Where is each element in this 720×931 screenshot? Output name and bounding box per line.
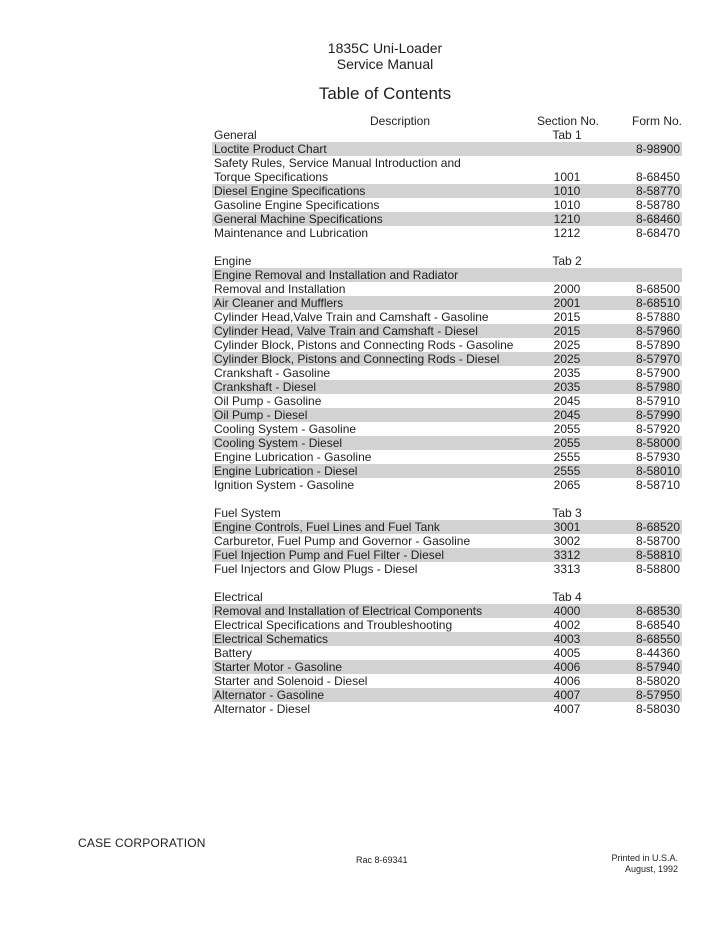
toc-row — [212, 282, 682, 296]
toc-description: Electrical Specifications and Troubleshooting — [214, 618, 453, 632]
toc-form-number: 8-68470 — [635, 226, 680, 240]
manual-type-title: Service Manual — [336, 56, 434, 72]
toc-description: Removal and Installation — [214, 282, 346, 296]
toc-section-number: 2065 — [553, 478, 581, 492]
toc-section-number: 2035 — [553, 366, 581, 380]
toc-row — [212, 702, 682, 716]
toc-form-number: 8-58010 — [635, 464, 680, 478]
toc-description: Cylinder Head, Valve Train and Camshaft - Diesel — [214, 324, 478, 338]
toc-row — [212, 156, 682, 170]
toc-section-number: 2055 — [553, 436, 581, 450]
toc-form-number: 8-58020 — [635, 674, 680, 688]
toc-description: Carburetor, Fuel Pump and Governor - Gasoline — [214, 534, 471, 548]
section-tab: Tab 3 — [552, 506, 582, 520]
toc-form-number: 8-44360 — [635, 646, 680, 660]
toc-description: Cylinder Block, Pistons and Connecting Rods - Gasoline — [214, 338, 514, 352]
printed-in: Printed in U.S.A. — [611, 853, 678, 863]
toc-row — [212, 394, 682, 408]
toc-row — [212, 310, 682, 324]
toc-form-number: 8-57940 — [635, 660, 680, 674]
toc-section-number: 2555 — [553, 464, 581, 478]
column-header-description: Description — [370, 114, 431, 128]
toc-row — [212, 534, 682, 548]
toc-form-number: 8-68530 — [635, 604, 680, 618]
section-header — [212, 128, 682, 142]
toc-section-number: 3313 — [553, 562, 581, 576]
toc-description: Engine Lubrication - Diesel — [214, 464, 358, 478]
toc-section-number: 2555 — [553, 450, 581, 464]
toc-form-number: 8-68520 — [635, 520, 680, 534]
toc-section-number: 4007 — [553, 702, 581, 716]
toc-form-number: 8-57930 — [635, 450, 680, 464]
toc-section-number: 4006 — [553, 660, 581, 674]
toc-section-number: 1010 — [553, 198, 581, 212]
toc-form-number: 8-98900 — [635, 142, 680, 156]
toc-row — [212, 604, 682, 618]
toc-description: Electrical Schematics — [214, 632, 329, 646]
toc-row — [212, 142, 682, 156]
toc-description: Air Cleaner and Mufflers — [214, 296, 344, 310]
section-tab: Tab 2 — [552, 254, 582, 268]
toc-form-number: 8-57890 — [635, 338, 680, 352]
toc-row — [212, 198, 682, 212]
section-tab: Tab 1 — [552, 128, 582, 142]
toc-row — [212, 366, 682, 380]
toc-section-number: 2055 — [553, 422, 581, 436]
toc-description: Diesel Engine Specifications — [214, 184, 366, 198]
page-title: Table of Contents — [318, 84, 452, 103]
toc-form-number: 8-57880 — [635, 310, 680, 324]
toc-section-number: 1212 — [553, 226, 581, 240]
toc-row — [212, 170, 682, 184]
toc-description: Ignition System - Gasoline — [214, 478, 355, 492]
section-name: General — [214, 128, 257, 142]
toc-row — [212, 436, 682, 450]
toc-description: Loctite Product Chart — [214, 142, 327, 156]
toc-form-number: 8-57990 — [635, 408, 680, 422]
toc-section-number: 1010 — [553, 184, 581, 198]
toc-row — [212, 674, 682, 688]
toc-section-number: 3001 — [553, 520, 581, 534]
toc-form-number: 8-68510 — [635, 296, 680, 310]
toc-section-number: 2000 — [553, 282, 581, 296]
toc-form-number: 8-57910 — [635, 394, 680, 408]
toc-row — [212, 646, 682, 660]
toc-form-number: 8-57920 — [635, 422, 680, 436]
toc-section-number: 2025 — [553, 338, 581, 352]
toc-description: Fuel Injectors and Glow Plugs - Diesel — [214, 562, 418, 576]
section-gap — [212, 492, 682, 506]
toc-section-number: 4006 — [553, 674, 581, 688]
toc-section-number: 2035 — [553, 380, 581, 394]
toc-form-number: 8-68450 — [635, 170, 680, 184]
toc-description: Crankshaft - Gasoline — [214, 366, 331, 380]
toc-form-number: 8-68540 — [635, 618, 680, 632]
toc-description: Cylinder Block, Pistons and Connecting Rods - Diesel — [214, 352, 500, 366]
toc-form-number: 8-58780 — [635, 198, 680, 212]
toc-section-number: 2025 — [553, 352, 581, 366]
section-header — [212, 590, 682, 604]
print-date: August, 1992 — [624, 864, 678, 874]
column-header-section: Section No. — [536, 114, 600, 128]
toc-description: Oil Pump - Gasoline — [214, 394, 322, 408]
toc-description: General Machine Specifications — [214, 212, 383, 226]
toc-row — [212, 632, 682, 646]
section-tab: Tab 4 — [552, 590, 582, 604]
toc-row — [212, 688, 682, 702]
toc-row — [212, 268, 682, 282]
toc-form-number: 8-58030 — [635, 702, 680, 716]
print-info — [600, 853, 678, 875]
section-header — [212, 506, 682, 520]
rac-number: Rac 8-69341 — [356, 855, 408, 865]
toc-row — [212, 408, 682, 422]
toc-description: Removal and Installation of Electrical Components — [214, 604, 483, 618]
toc-form-number: 8-58800 — [635, 562, 680, 576]
toc-row — [212, 422, 682, 436]
toc-form-number: 8-58000 — [635, 436, 680, 450]
toc-description: Cooling System - Diesel — [214, 436, 343, 450]
toc-section-number: 4002 — [553, 618, 581, 632]
toc-description: Fuel Injection Pump and Fuel Filter - Diesel — [214, 548, 445, 562]
section-name: Fuel System — [214, 506, 281, 520]
toc-row — [212, 352, 682, 366]
column-header-form: Form No. — [632, 114, 683, 128]
toc-form-number: 8-57970 — [635, 352, 680, 366]
toc-row — [212, 450, 682, 464]
toc-form-number: 8-68550 — [635, 632, 680, 646]
toc-form-number: 8-68500 — [635, 282, 680, 296]
toc-form-number: 8-57900 — [635, 366, 680, 380]
toc-row — [212, 478, 682, 492]
section-gap — [212, 240, 682, 254]
toc-section-number: 1001 — [553, 170, 581, 184]
toc-row — [212, 562, 682, 576]
toc-description: Cylinder Head,Valve Train and Camshaft - Gasoline — [214, 310, 489, 324]
toc-section-number: 2045 — [553, 408, 581, 422]
toc-form-number: 8-58810 — [635, 548, 680, 562]
toc-row — [212, 184, 682, 198]
toc-description: Torque Specifications — [214, 170, 329, 184]
toc-section-number: 4000 — [553, 604, 581, 618]
toc-description: Engine Removal and Installation and Radiator — [214, 268, 459, 282]
toc-row — [212, 548, 682, 562]
toc-row — [212, 618, 682, 632]
toc-description: Safety Rules, Service Manual Introduction and — [214, 156, 461, 170]
toc-description: Starter Motor - Gasoline — [214, 660, 343, 674]
toc-description: Engine Controls, Fuel Lines and Fuel Tank — [214, 520, 440, 534]
toc-description: Engine Lubrication - Gasoline — [214, 450, 372, 464]
toc-description: Cooling System - Gasoline — [214, 422, 357, 436]
section-header — [212, 254, 682, 268]
toc-form-number: 8-57960 — [635, 324, 680, 338]
toc-section-number: 3312 — [553, 548, 581, 562]
toc-section-number: 1210 — [553, 212, 581, 226]
toc-row — [212, 338, 682, 352]
toc-row — [212, 380, 682, 394]
toc-section-number: 4005 — [553, 646, 581, 660]
toc-section-number: 4003 — [553, 632, 581, 646]
toc-description: Alternator - Diesel — [214, 702, 311, 716]
toc-form-number: 8-57980 — [635, 380, 680, 394]
toc-row — [212, 660, 682, 674]
toc-section-number: 4007 — [553, 688, 581, 702]
toc-row — [212, 464, 682, 478]
toc-row — [212, 296, 682, 310]
toc-section-number: 2015 — [553, 324, 581, 338]
title-block — [0, 40, 720, 104]
toc-row — [212, 212, 682, 226]
toc-section-number: 2015 — [553, 310, 581, 324]
section-name: Electrical — [214, 590, 263, 604]
toc-description: Crankshaft - Diesel — [214, 380, 317, 394]
toc-form-number: 8-57950 — [635, 688, 680, 702]
section-gap — [212, 576, 682, 590]
toc-form-number: 8-68460 — [635, 212, 680, 226]
toc-section-number: 3002 — [553, 534, 581, 548]
toc-description: Battery — [214, 646, 253, 660]
toc-section-number: 2001 — [553, 296, 581, 310]
manual-model-title: 1835C Uni-Loader — [327, 40, 443, 56]
toc-description: Maintenance and Lubrication — [214, 226, 369, 240]
toc-row — [212, 226, 682, 240]
toc-form-number: 8-58770 — [635, 184, 680, 198]
toc-row — [212, 324, 682, 338]
toc-description: Oil Pump - Diesel — [214, 408, 308, 422]
table-of-contents — [212, 128, 682, 716]
section-name: Engine — [214, 254, 252, 268]
toc-form-number: 8-58710 — [635, 478, 680, 492]
toc-description: Gasoline Engine Specifications — [214, 198, 380, 212]
toc-row — [212, 520, 682, 534]
toc-section-number: 2045 — [553, 394, 581, 408]
company-name: CASE CORPORATION — [78, 836, 206, 850]
toc-description: Alternator - Gasoline — [214, 688, 325, 702]
toc-form-number: 8-58700 — [635, 534, 680, 548]
toc-description: Starter and Solenoid - Diesel — [214, 674, 368, 688]
